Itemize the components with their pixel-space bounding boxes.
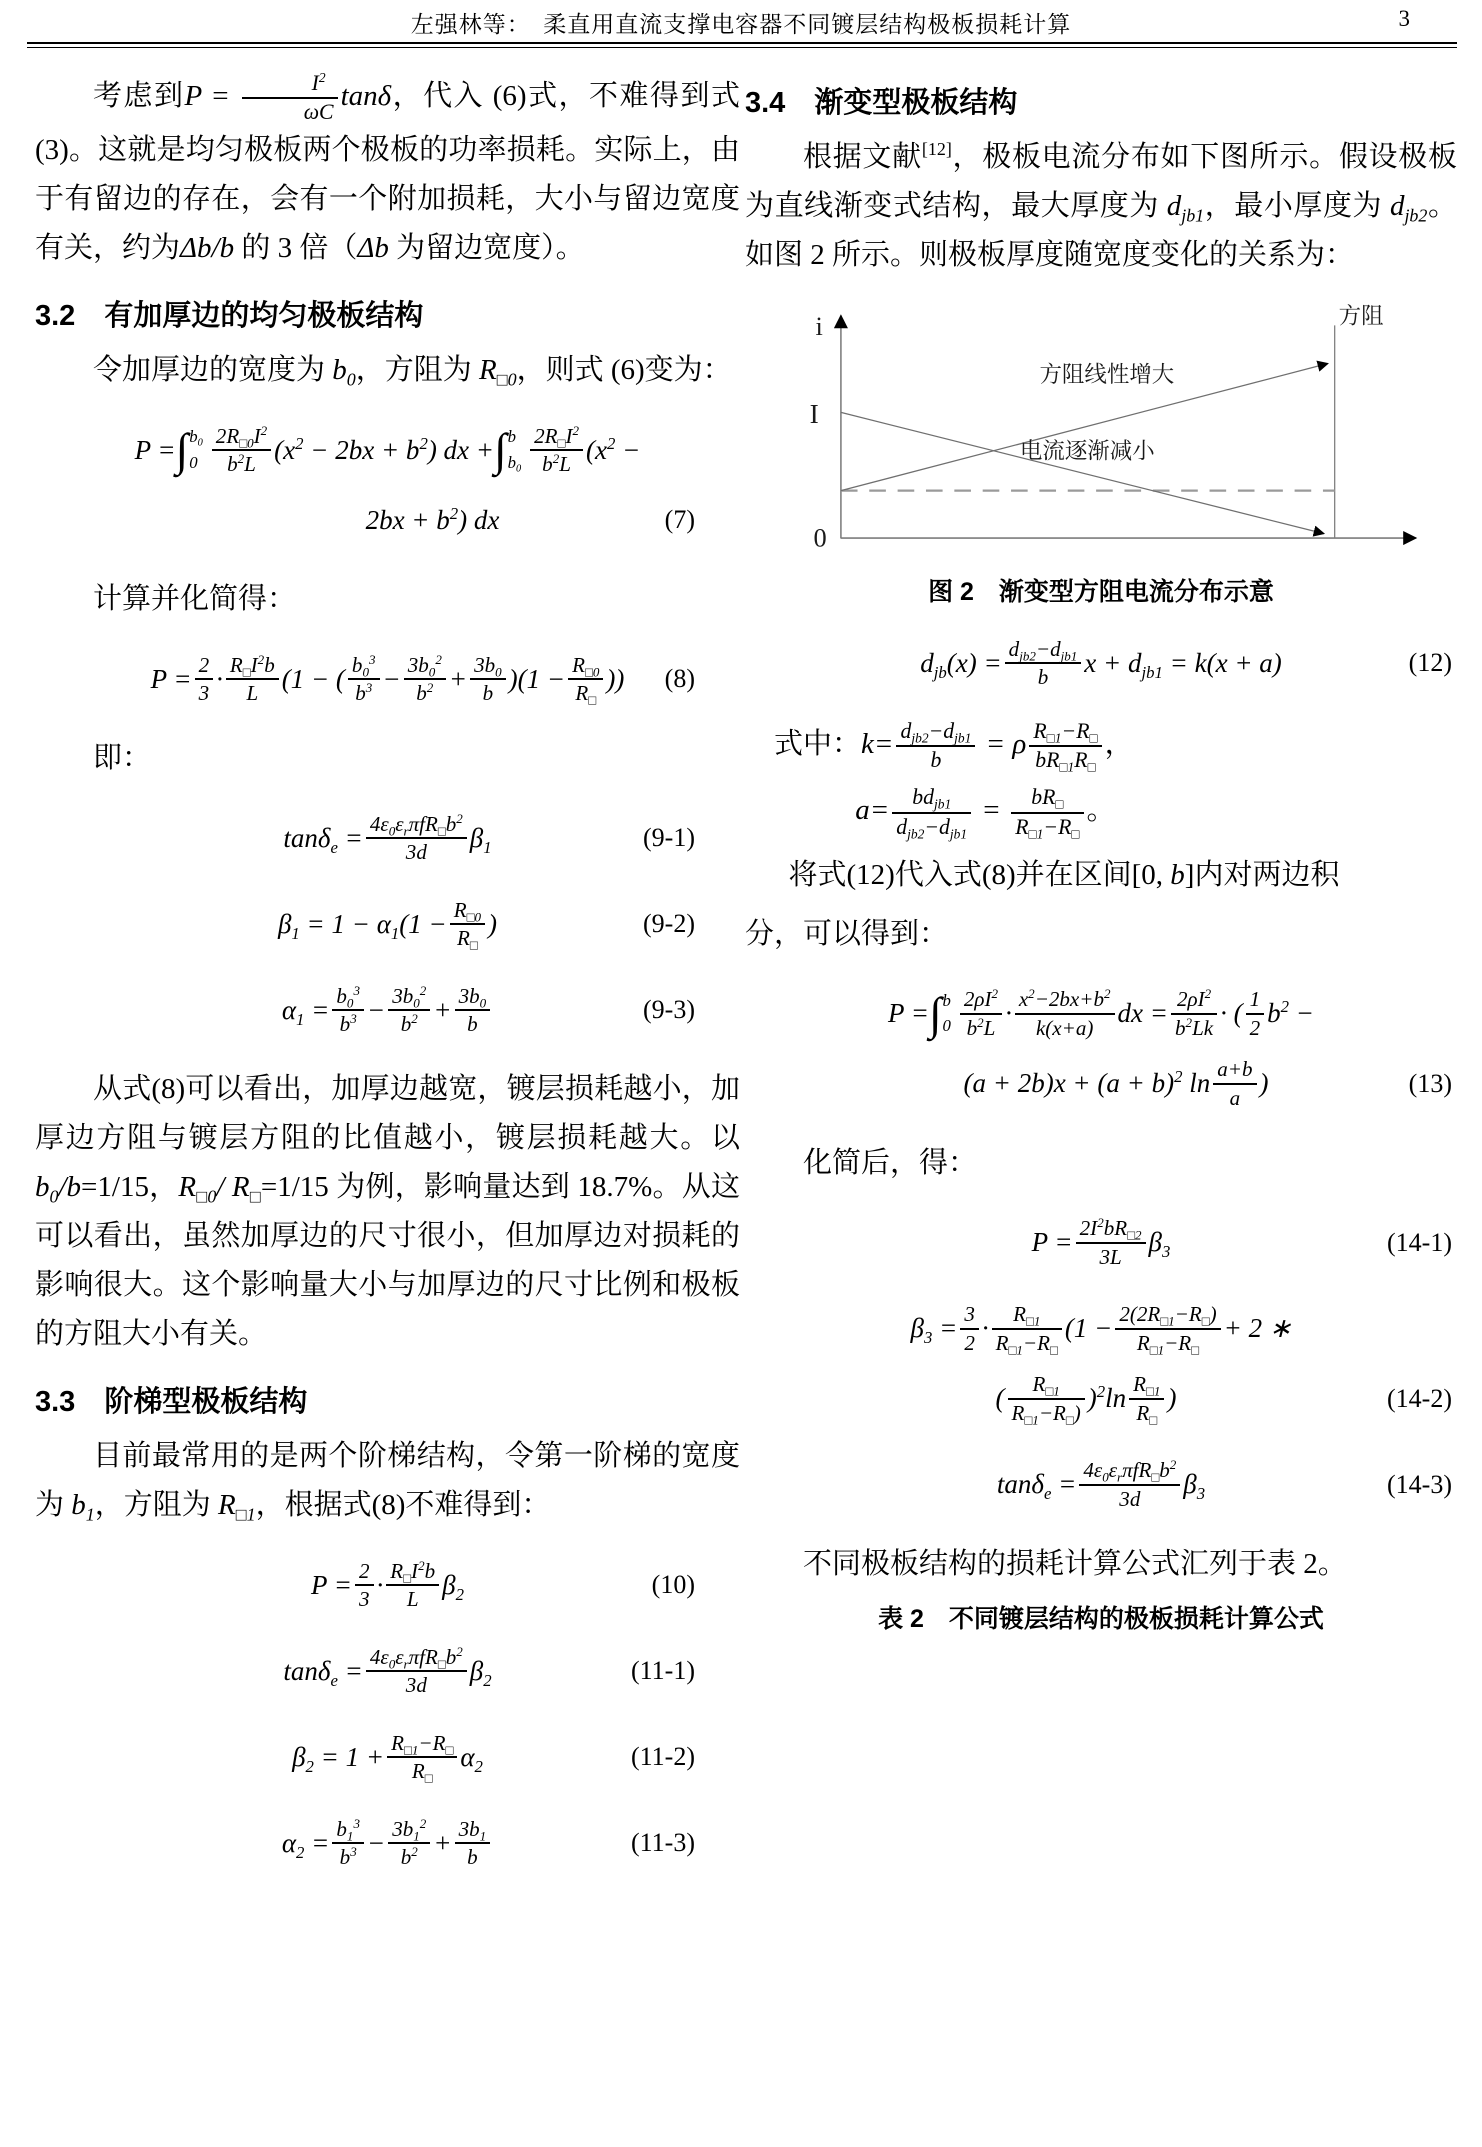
equation-number: (11-3) bbox=[630, 1828, 695, 1858]
equation-13 bbox=[745, 983, 1457, 1115]
paragraph: 即： bbox=[93, 742, 152, 775]
paragraph: 分，可以得到： bbox=[745, 917, 949, 950]
section-heading-3-4: 3.4 渐变型极板结构 bbox=[745, 87, 1018, 119]
equation-body: $(a + 2b)x + (a + b)^2$ ln $\frac{a+b}{a}$ ) bbox=[963, 1057, 1269, 1110]
paragraph: 计算并化简得： bbox=[93, 583, 297, 616]
right-column bbox=[745, 60, 1457, 1641]
equation-9-2 bbox=[35, 893, 740, 955]
figure-origin-label: 0 bbox=[813, 522, 827, 553]
running-title: 左强林等： 柔直用直流支撑电容器不同镀层结构极板损耗计算 bbox=[410, 12, 1072, 37]
equation-body: $\alpha_1$ = $\frac{b_0^3}{b^3}$ − $\frac{3b_0^2}{b^2}$ + $\frac{3b_0}{b}$ bbox=[282, 983, 493, 1038]
equation-number: (7) bbox=[664, 505, 695, 535]
equation-9-1 bbox=[35, 807, 740, 869]
left-column bbox=[35, 60, 740, 1898]
paragraph: 化简后，得： bbox=[803, 1146, 978, 1179]
page-header bbox=[0, 6, 1482, 42]
paragraph: 不同极板结构的损耗计算公式汇列于表 2。 bbox=[803, 1547, 1347, 1580]
figure-y-axis-label: i bbox=[815, 311, 823, 342]
equation-body: tanδ$_e$ = $\frac{4\varepsilon_0\varepsilon_r\pi fR_□b^2}{3d}$ $\beta_2$ bbox=[283, 1644, 492, 1698]
equation-body: $\beta_3$ = $\frac{3}{2}$ · $\frac{R_{□1}}{R_{□1}-R_□}$ (1 − $\frac{2(2R_{□1}-R_□)}{R_{□1}-R_□}$ + 2 ∗ bbox=[910, 1302, 1292, 1358]
equation-number: (14-2) bbox=[1387, 1383, 1452, 1413]
equation-body: ( $\frac{R_{□1}}{R_{□1}-R_□)}$ )$^2$ln $\frac{R_{□1}}{R_□}$ ) bbox=[995, 1372, 1177, 1428]
equation-number: (10) bbox=[651, 1570, 695, 1600]
equation-9-3 bbox=[35, 979, 740, 1041]
equation-number: (8) bbox=[664, 664, 695, 694]
equation-body: tanδ$_e$ = $\frac{4\varepsilon_0\varepsilon_r\pi fR_□b^2}{3d}$ $\beta_1$ bbox=[283, 811, 492, 865]
equation-11-2 bbox=[35, 1726, 740, 1788]
paragraph: a= $\frac{bd_{jb1}}{d_{jb2}-d_{jb1}}$ = $\frac{bR_□}{R_{□1}-R_□}$ 。 bbox=[855, 785, 1116, 842]
table-2-caption: 表 2 不同镀层结构的极板损耗计算公式 bbox=[878, 1604, 1324, 1633]
figure-right-axis-label: 方阻 bbox=[1338, 303, 1384, 329]
equation-14-2 bbox=[745, 1298, 1457, 1430]
section-heading-3-3: 3.3 阶梯型极板结构 bbox=[35, 1386, 308, 1419]
equation-body: P = $\frac{2I^2bR_{□2}}{3L}$ $\beta_3$ bbox=[1031, 1215, 1171, 1269]
paragraph: 从式(8)可以看出，加厚边越宽，镀层损耗越小，加厚边方阻与镀层方阻的比值越小，镀层损耗越大。以 $b_0/b=1/15$，$R_{□0}/$ $R_□=1/15$ 为例，影响量达到 18.7%。从这可以看出，虽然加厚边的尺寸很小，但加厚边对损耗的影响很大。这个影响量大小与加厚边的尺寸比例和极板的方阻大小有关。 bbox=[35, 1073, 740, 1351]
equation-body: tanδ$_e$ = $\frac{4\varepsilon_0\varepsilon_r\pi fR_□b^2}{3d}$ $\beta_3$ bbox=[996, 1457, 1206, 1511]
paragraph: 将式(12)代入式(8)并在区间[0, b]内对两边积 bbox=[788, 858, 1340, 891]
equation-number: (11-1) bbox=[630, 1656, 695, 1686]
equation-8 bbox=[35, 648, 740, 710]
equation-14-3 bbox=[745, 1454, 1457, 1516]
equation-11-3 bbox=[35, 1812, 740, 1874]
current-line bbox=[841, 412, 1324, 533]
equation-number: (14-1) bbox=[1387, 1227, 1452, 1257]
equation-number: (14-3) bbox=[1387, 1469, 1452, 1499]
equation-7 bbox=[35, 419, 740, 551]
equation-body: P = $\frac{2}{3}$ · $\frac{R_□I^2b}{L}$ (1 − ( $\frac{b_0^3}{b^3}$ − $\frac{3b_0^2}{b^2}$ + $\frac{3b_0}{b}$ )(1 − $\frac{R_{□0}}{R_□}$ )) bbox=[150, 652, 625, 708]
equation-number: (9-1) bbox=[643, 823, 695, 853]
figure-2-plot bbox=[745, 298, 1457, 562]
equation-11-1 bbox=[35, 1640, 740, 1702]
paragraph: 根据文献[12]，极板电流分布如下图所示。假设极板为直线渐变式结构，最大厚度为 $d_{jb1}$，最小厚度为 $d_{jb2}$。如图 2 所示。则极板厚度随宽度变化的关系为： bbox=[745, 139, 1457, 271]
paragraph: 式中：k= $\frac{d_{jb2}-d_{jb1}}{b}$ = ρ $\frac{R_{□1}-R_□}{bR_{□1}R_□}$ ， bbox=[774, 719, 1134, 775]
equation-12 bbox=[745, 632, 1457, 694]
equation-body: P = ∫ b 0 $\frac{2\rho I^2}{b^2L}$ · $\frac{x^2-2bx+b^2}{k(x+a)}$ dx = $\frac{2\rho I^2}{b^2Lk}$ · ( $\frac{1}{2}$ $b^2$ − bbox=[887, 986, 1315, 1040]
equation-number: (13) bbox=[1408, 1068, 1452, 1098]
figure-I-tick-label: I bbox=[809, 399, 819, 430]
equation-body: $\alpha_2$ = $\frac{b_1^3}{b^3}$ − $\frac{3b_1^2}{b^2}$ + $\frac{3b_1}{b}$ bbox=[282, 1816, 493, 1871]
equation-body: $\beta_1 = 1 - \alpha_1(1$ − $\frac{R_{□0}}{R_□}$ ) bbox=[277, 898, 498, 953]
equation-number: (9-3) bbox=[643, 995, 695, 1025]
page-number: 3 bbox=[1398, 6, 1410, 31]
header-rule bbox=[27, 42, 1457, 48]
equation-body: $\beta_2 = 1$ + $\frac{R_{□1}-R_□}{R_□}$ $\alpha_2$ bbox=[292, 1731, 483, 1786]
equation-body: P = ∫ $b_0$ 0 $\frac{2R_{□0}I^2}{b^2L}$ $(x^2 - 2bx + b^2)$ dx + ∫ b $b_0$ $\frac{2R_□I^2}{b^2L}$ ($x^2$ − bbox=[134, 423, 641, 477]
equation-10 bbox=[35, 1554, 740, 1616]
equation-number: (12) bbox=[1408, 648, 1452, 677]
equation-body: P = $\frac{2}{3}$ · $\frac{R_□I^2b}{L}$ $\beta_2$ bbox=[311, 1558, 464, 1612]
equation-body: $d_{jb}(x)$ = $\frac{d_{jb2}-d_{jb1}}{b}$ $x + d_{jb1} = k(x + a)$ bbox=[920, 636, 1282, 689]
equation-14-1 bbox=[745, 1212, 1457, 1274]
section-heading-3-2: 3.2 有加厚边的均匀极板结构 bbox=[35, 300, 424, 333]
paragraph: 考虑到P = $\frac{I^2}{\omega C}$ tanδ，代入 (6)式，不难得到式(3)。这就是均匀极板两个极板的功率损耗。实际上，由于有留边的存在，会有一个附加损耗，大小与留边宽度有关，约为Δb/b 的 3 倍（Δb 为留边宽度）。 bbox=[35, 69, 740, 265]
paragraph: 目前最常用的是两个阶梯结构，令第一阶梯的宽度为 $b_1$，方阻为 $R_{□1}$，根据式(8)不难得到： bbox=[35, 1440, 740, 1525]
equation-body: $2bx + b^2$) dx bbox=[365, 503, 500, 535]
figure-2-caption: 图 2 渐变型方阻电流分布示意 bbox=[928, 578, 1274, 606]
figure-decreasing-line-label: 电流逐渐减小 bbox=[1019, 438, 1155, 464]
figure-2 bbox=[745, 298, 1457, 608]
figure-increasing-line-label: 方阻线性增大 bbox=[1039, 362, 1175, 388]
paragraph: 令加厚边的宽度为 $b_0$，方阻为 $R_{□0}$，则式 (6)变为： bbox=[93, 354, 732, 390]
equation-number: (11-2) bbox=[630, 1742, 695, 1772]
equation-number: (9-2) bbox=[643, 909, 695, 939]
